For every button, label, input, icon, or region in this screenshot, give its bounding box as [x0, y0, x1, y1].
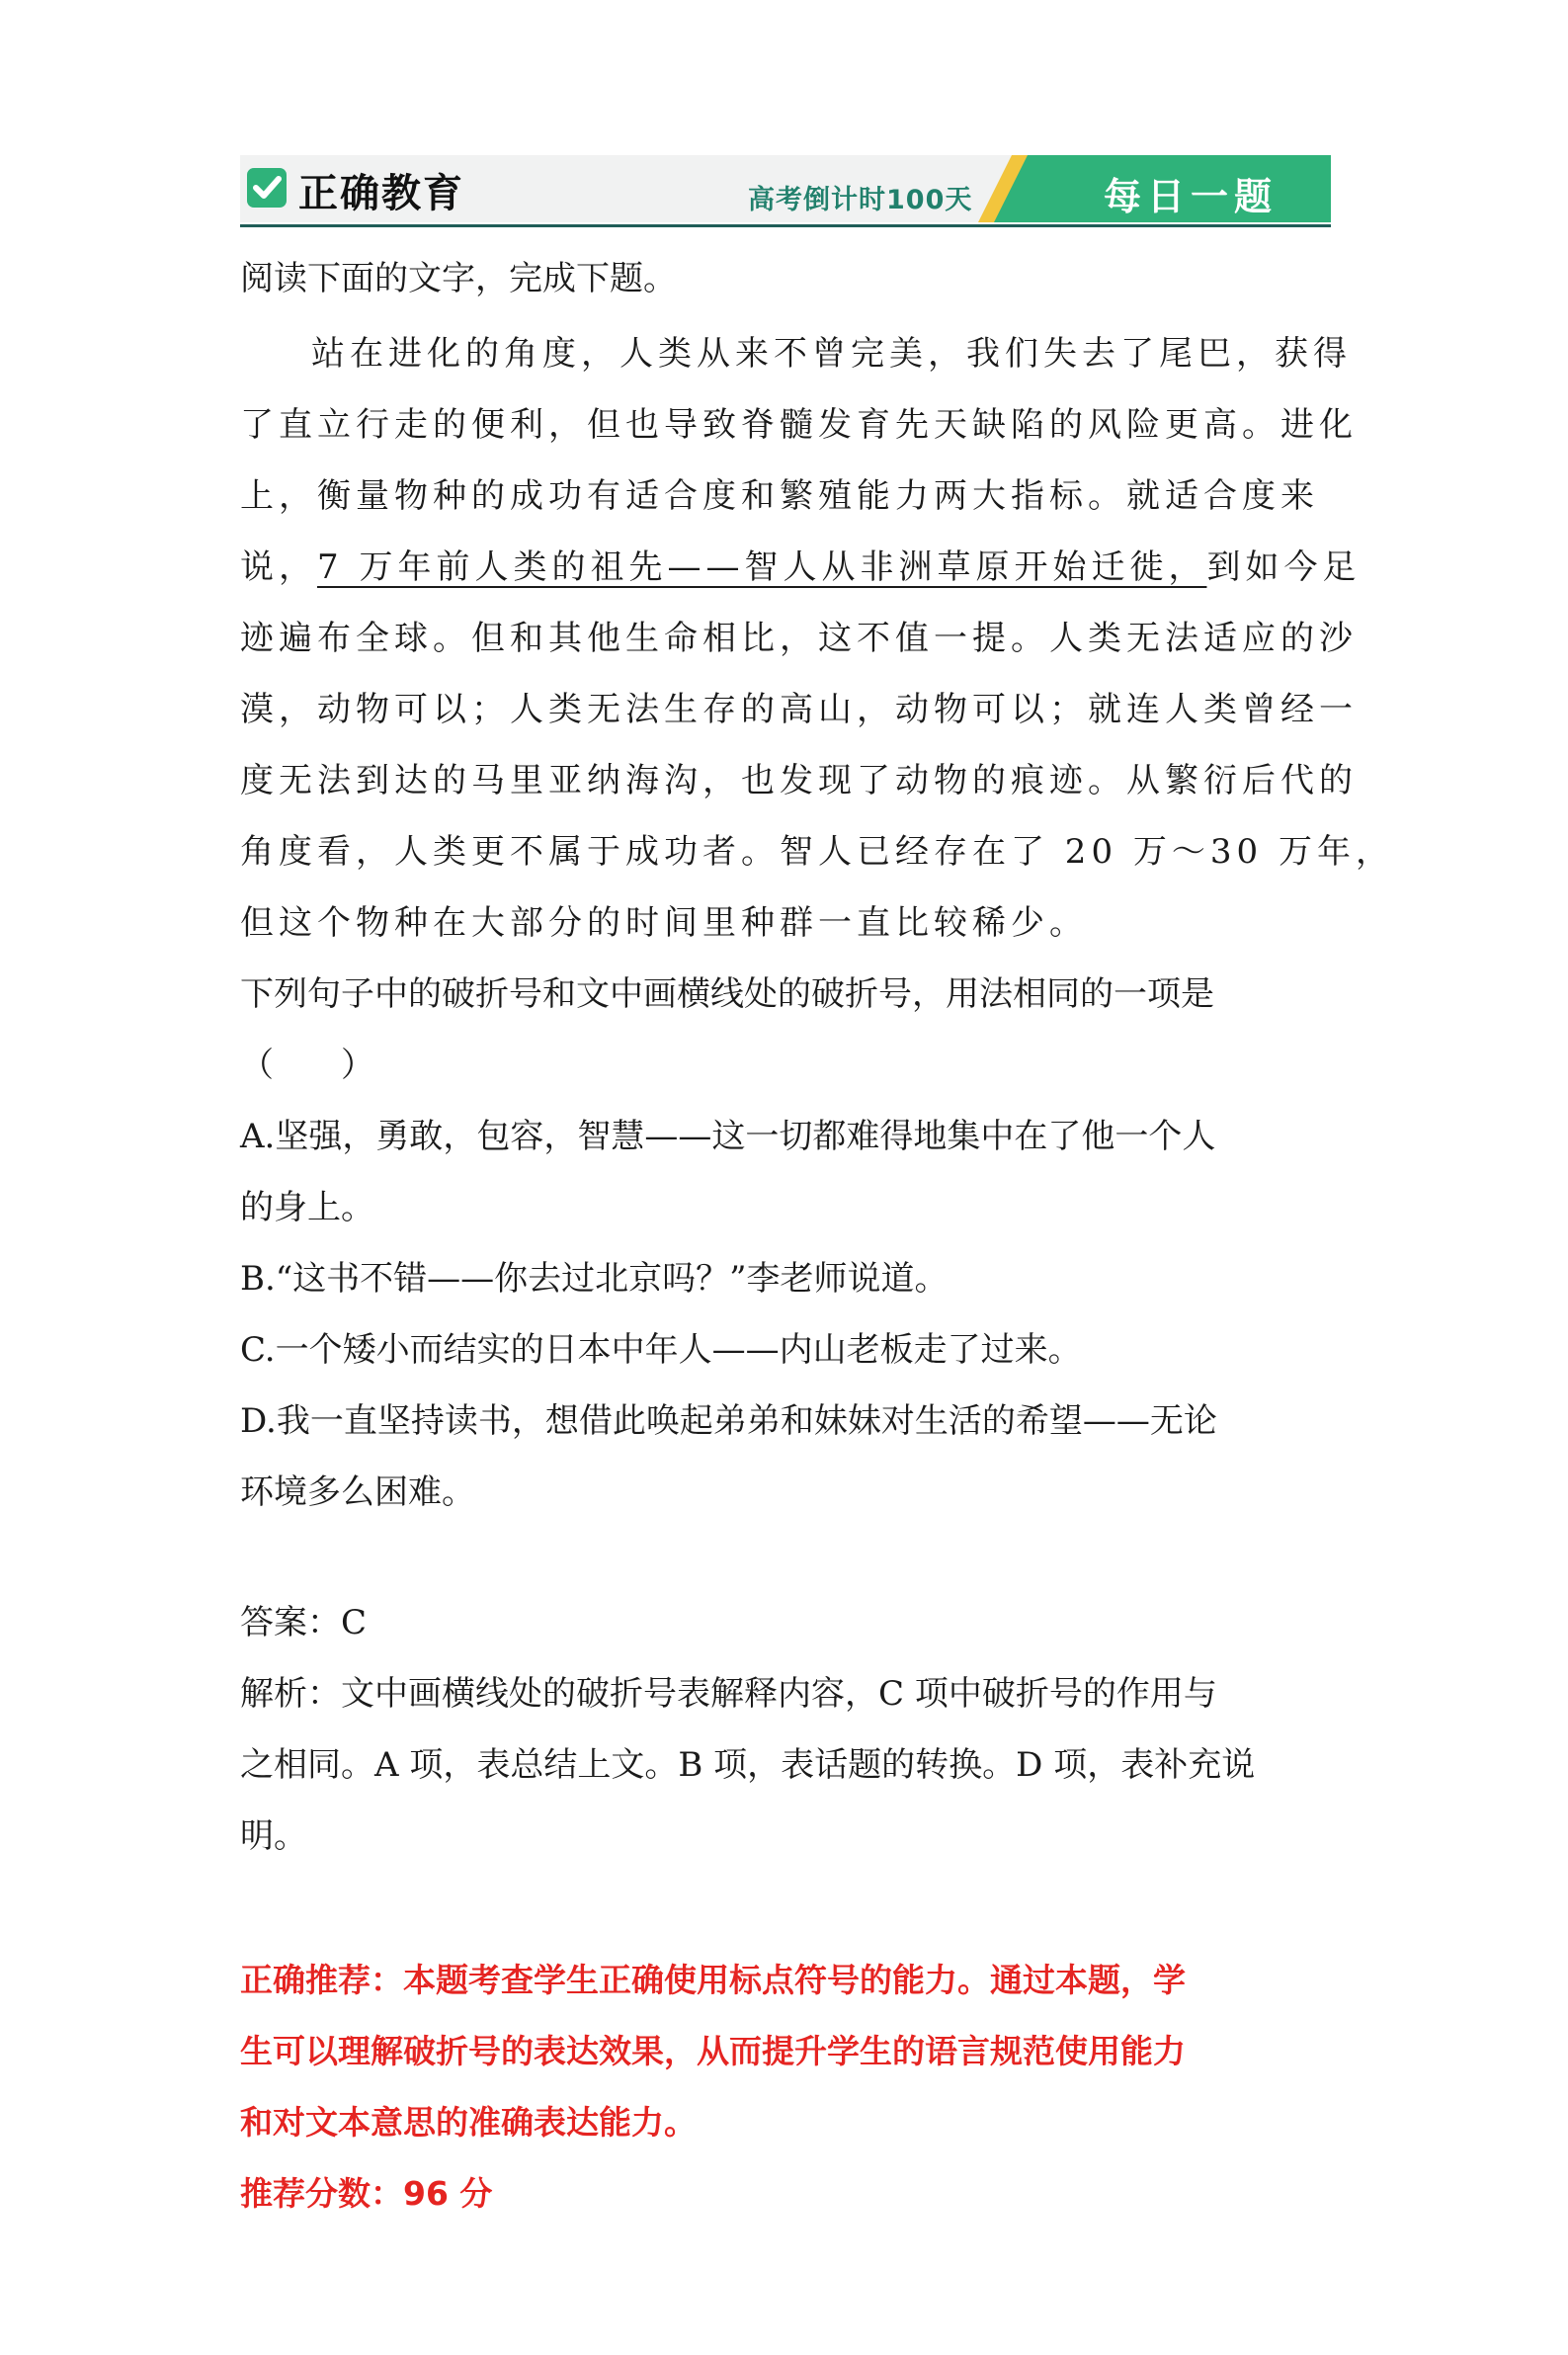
passage-line: 上，衡量物种的成功有适合度和繁殖能力两大指标。就适合度来 — [240, 476, 1319, 516]
passage-line: 站在进化的角度，人类从来不曾完美，我们失去了尾巴，获得 — [311, 334, 1352, 374]
passage-text: 说， — [240, 547, 317, 587]
recommendation-section — [240, 1945, 1331, 2229]
recommended-score: 推荐分数：96 分 — [240, 2174, 493, 2213]
recommendation-line: 和对文本意思的准确表达能力。 — [240, 2103, 697, 2142]
recommendation-line: 正确推荐：本题考查学生正确使用标点符号的能力。通过本题，学 — [240, 1961, 1186, 1999]
passage-text: 到如今足 — [1206, 547, 1362, 587]
instruction: 阅读下面的文字，完成下题。 — [240, 259, 677, 298]
underlined-sentence: 7 万年前人类的祖先——智人从非洲草原开始迁徙， — [317, 547, 1207, 587]
option-a: A.坚强，勇敢，包容，智慧——这一切都难得地集中在了他一个人 — [240, 1117, 1216, 1156]
header-rule — [240, 224, 1331, 227]
passage-line — [240, 532, 1362, 603]
logo-text: 正确教育 — [298, 171, 464, 216]
option-c: C.一个矮小而结实的日本中年人——内山老板走了过来。 — [240, 1330, 1082, 1370]
analysis-line: 解析：文中画横线处的破折号表解释内容，C 项中破折号的作用与 — [240, 1674, 1217, 1714]
passage-line: 度无法到达的马里亚纳海沟，也发现了动物的痕迹。从繁衍后代的 — [240, 761, 1358, 800]
recommendation-line: 生可以理解破折号的表达效果，从而提升学生的语言规范使用能力 — [240, 2032, 1186, 2070]
reading-passage — [240, 318, 1394, 959]
option-d: D.我一直坚持读书，想借此唤起弟弟和妹妹对生活的希望——无论 — [240, 1401, 1217, 1441]
answer-section — [240, 1587, 1331, 1872]
option-b: B.“这书不错——你去过北京吗？”李老师说道。 — [240, 1259, 949, 1299]
answer: 答案：C — [240, 1603, 368, 1642]
option-d-cont: 环境多么困难。 — [240, 1472, 475, 1512]
checkmark-icon — [247, 168, 287, 208]
passage-line: 了直立行走的便利，但也导致脊髓发育先天缺陷的风险更高。进化 — [240, 405, 1358, 445]
passage-line: 但这个物种在大部分的时间里种群一直比较稀少。 — [240, 903, 1088, 943]
question-stem: 下列句子中的破折号和文中画横线处的破折号，用法相同的一项是 — [240, 974, 1214, 1014]
analysis-line: 之相同。A 项，表总结上文。B 项，表话题的转换。D 项，表补充说 — [240, 1745, 1256, 1785]
daily-question-label: 每日一题 — [1104, 175, 1279, 218]
countdown-label: 高考倒计时100天 — [748, 185, 973, 215]
question-blank: （ ） — [240, 1046, 374, 1085]
question — [240, 959, 1331, 1528]
analysis-line: 明。 — [240, 1816, 307, 1856]
passage-line: 角度看，人类更不属于成功者。智人已经存在了 20 万～30 万年， — [240, 832, 1394, 872]
passage-line: 迹遍布全球。但和其他生命相比，这不值一提。人类无法适应的沙 — [240, 619, 1358, 658]
option-a-cont: 的身上。 — [240, 1188, 374, 1227]
passage-line: 漠，动物可以；人类无法生存的高山，动物可以；就连人类曾经一 — [240, 690, 1358, 729]
document-body — [240, 249, 1394, 2229]
